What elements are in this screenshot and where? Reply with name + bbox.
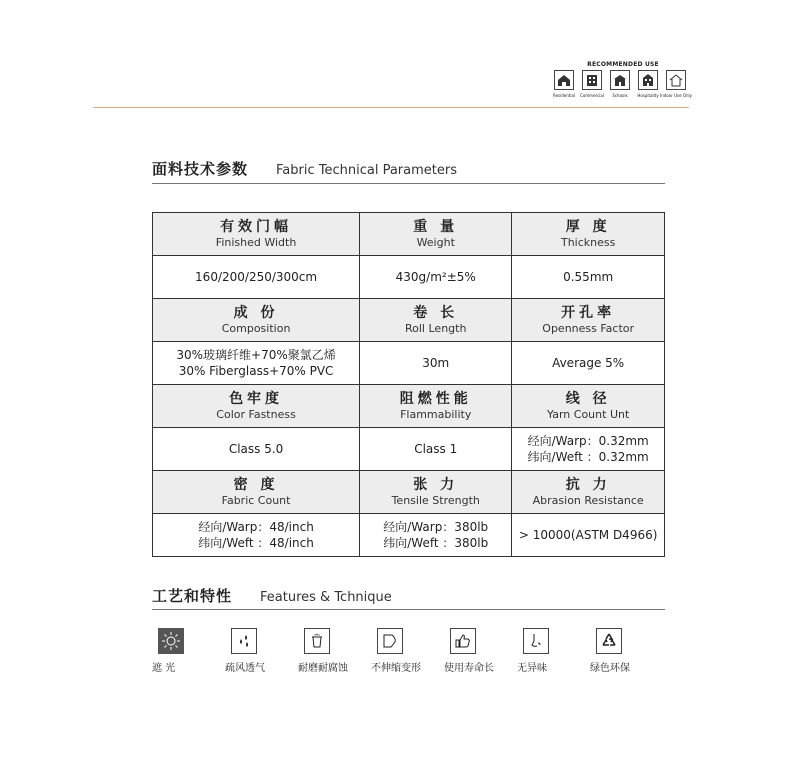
recommended-use-icons [552, 70, 692, 98]
header-label-en: Color Fastness [216, 408, 296, 421]
table-value-cell [512, 256, 665, 299]
breathable-icon [231, 628, 257, 654]
table-header-cell [153, 213, 360, 256]
table-header-cell [512, 213, 665, 256]
table-header-row [153, 299, 665, 342]
header-label-cn: 色牢度 [229, 391, 284, 407]
header-label-cn: 重 量 [413, 219, 459, 235]
header-label-en: Thickness [560, 236, 616, 249]
header-label-cn: 有效门幅 [220, 219, 293, 235]
odorless-icon [523, 628, 549, 654]
table-header-cell [360, 299, 512, 342]
table-value-row [153, 428, 665, 471]
feature-item: 使用寿命长 [444, 628, 517, 674]
features-heading [152, 585, 392, 606]
value-text: 430g/m²±5% [395, 270, 476, 284]
value-text: 纬向/Weft ：380lb [383, 536, 489, 550]
table-value-cell [153, 342, 360, 385]
header-label-cn: 抗 力 [565, 477, 611, 493]
header-label-cn: 厚 度 [565, 219, 611, 235]
params-title-en: Fabric Technical Parameters [276, 163, 457, 178]
header-label-en: Yarn Count Unt [547, 408, 630, 421]
table-value-cell [153, 514, 360, 557]
table-value-row [153, 342, 665, 385]
header-label-cn: 开孔率 [561, 305, 616, 321]
table-header-cell [512, 385, 665, 428]
features-list [152, 628, 663, 674]
feature-item: 不伸缩变形 [371, 628, 444, 674]
header-label-cn: 卷 长 [413, 305, 459, 321]
table-header-row [153, 385, 665, 428]
sun-blocking-icon [158, 628, 184, 654]
feature-item: 无异味 [517, 628, 590, 674]
header-label-en: Flammability [400, 408, 472, 421]
recommended-schools: Schools [608, 70, 632, 98]
header-label-cn: 成 份 [233, 305, 279, 321]
header-label-en: Abrasion Resistance [532, 494, 644, 507]
table-header-cell [360, 213, 512, 256]
header-label-en: Finished Width [215, 236, 297, 249]
feature-item: 疏风透气 [225, 628, 298, 674]
table-header-cell [153, 471, 360, 514]
feature-item: 遮 光 [152, 628, 225, 674]
value-text: 30%玻璃纤维+70%聚氯乙烯 [176, 348, 336, 362]
recommended-commercial: Commercial [580, 70, 604, 98]
table-value-row [153, 514, 665, 557]
table-header-cell [512, 299, 665, 342]
header-label-cn: 密 度 [233, 477, 279, 493]
table-header-cell [153, 299, 360, 342]
params-title-cn: 面料技术参数 [152, 160, 249, 178]
value-text: Average 5% [552, 356, 625, 370]
value-text: 经向/Warp：0.32mm [527, 434, 649, 448]
features-divider [152, 609, 665, 610]
value-text: 经向/Warp：48/inch [198, 520, 314, 534]
recommended-use-title: RECOMMENDED USE [587, 61, 659, 68]
value-text: 0.55mm [563, 270, 614, 284]
value-text: > 10000(ASTM D4966) [518, 528, 658, 542]
value-text: Class 5.0 [228, 442, 284, 456]
recommended-indoor: Indoor Use Only [664, 70, 688, 98]
long-life-icon [450, 628, 476, 654]
corrosion-resistant-icon [304, 628, 330, 654]
table-value-row [153, 256, 665, 299]
features-title-cn: 工艺和特性 [152, 587, 233, 605]
table-value-cell [153, 428, 360, 471]
table-value-cell [360, 514, 512, 557]
parameters-table [152, 212, 665, 557]
table-value-cell [512, 342, 665, 385]
table-header-cell [512, 471, 665, 514]
table-value-cell [360, 342, 512, 385]
table-value-cell [360, 428, 512, 471]
top-divider [93, 107, 689, 108]
school-building-icon [610, 70, 630, 90]
table-header-cell [360, 471, 512, 514]
header-label-en: Roll Length [405, 322, 467, 335]
table-header-row [153, 471, 665, 514]
no-deformation-icon [377, 628, 403, 654]
table-header-cell [153, 385, 360, 428]
recommended-residential: Residential [552, 70, 576, 98]
header-label-en: Fabric Count [221, 494, 291, 507]
table-header-row [153, 213, 665, 256]
value-text: Class 1 [414, 442, 458, 456]
header-label-en: Openness Factor [542, 322, 635, 335]
table-value-cell [512, 428, 665, 471]
feature-item: 耐磨耐腐蚀 [298, 628, 371, 674]
value-text: 30m [422, 356, 450, 370]
value-text: 纬向/Weft ：48/inch [198, 536, 314, 550]
params-divider [152, 183, 665, 184]
value-text: 30% Fiberglass+70% PVC [178, 364, 334, 378]
value-text: 160/200/250/300cm [195, 270, 318, 284]
header-label-cn: 线 径 [565, 391, 611, 407]
table-header-cell [360, 385, 512, 428]
recycle-icon [596, 628, 622, 654]
feature-item: 绿色环保 [590, 628, 663, 674]
commercial-building-icon [582, 70, 602, 90]
header-label-cn: 阻燃性能 [399, 391, 472, 407]
table-value-cell [153, 256, 360, 299]
value-text: 经向/Warp：380lb [383, 520, 489, 534]
params-heading [152, 158, 457, 179]
residential-house-icon [554, 70, 574, 90]
header-label-en: Tensile Strength [391, 494, 480, 507]
table-value-cell [360, 256, 512, 299]
header-label-en: Composition [221, 322, 291, 335]
table-value-cell [512, 514, 665, 557]
features-title-en: Features & Tchnique [260, 590, 392, 605]
recommended-hospitality: Hospitality [636, 70, 660, 98]
hospitality-building-icon [638, 70, 658, 90]
indoor-use-icon [666, 70, 686, 90]
value-text: 纬向/Weft ：0.32mm [527, 450, 649, 464]
header-label-en: Weight [416, 236, 455, 249]
header-label-cn: 张 力 [413, 477, 459, 493]
